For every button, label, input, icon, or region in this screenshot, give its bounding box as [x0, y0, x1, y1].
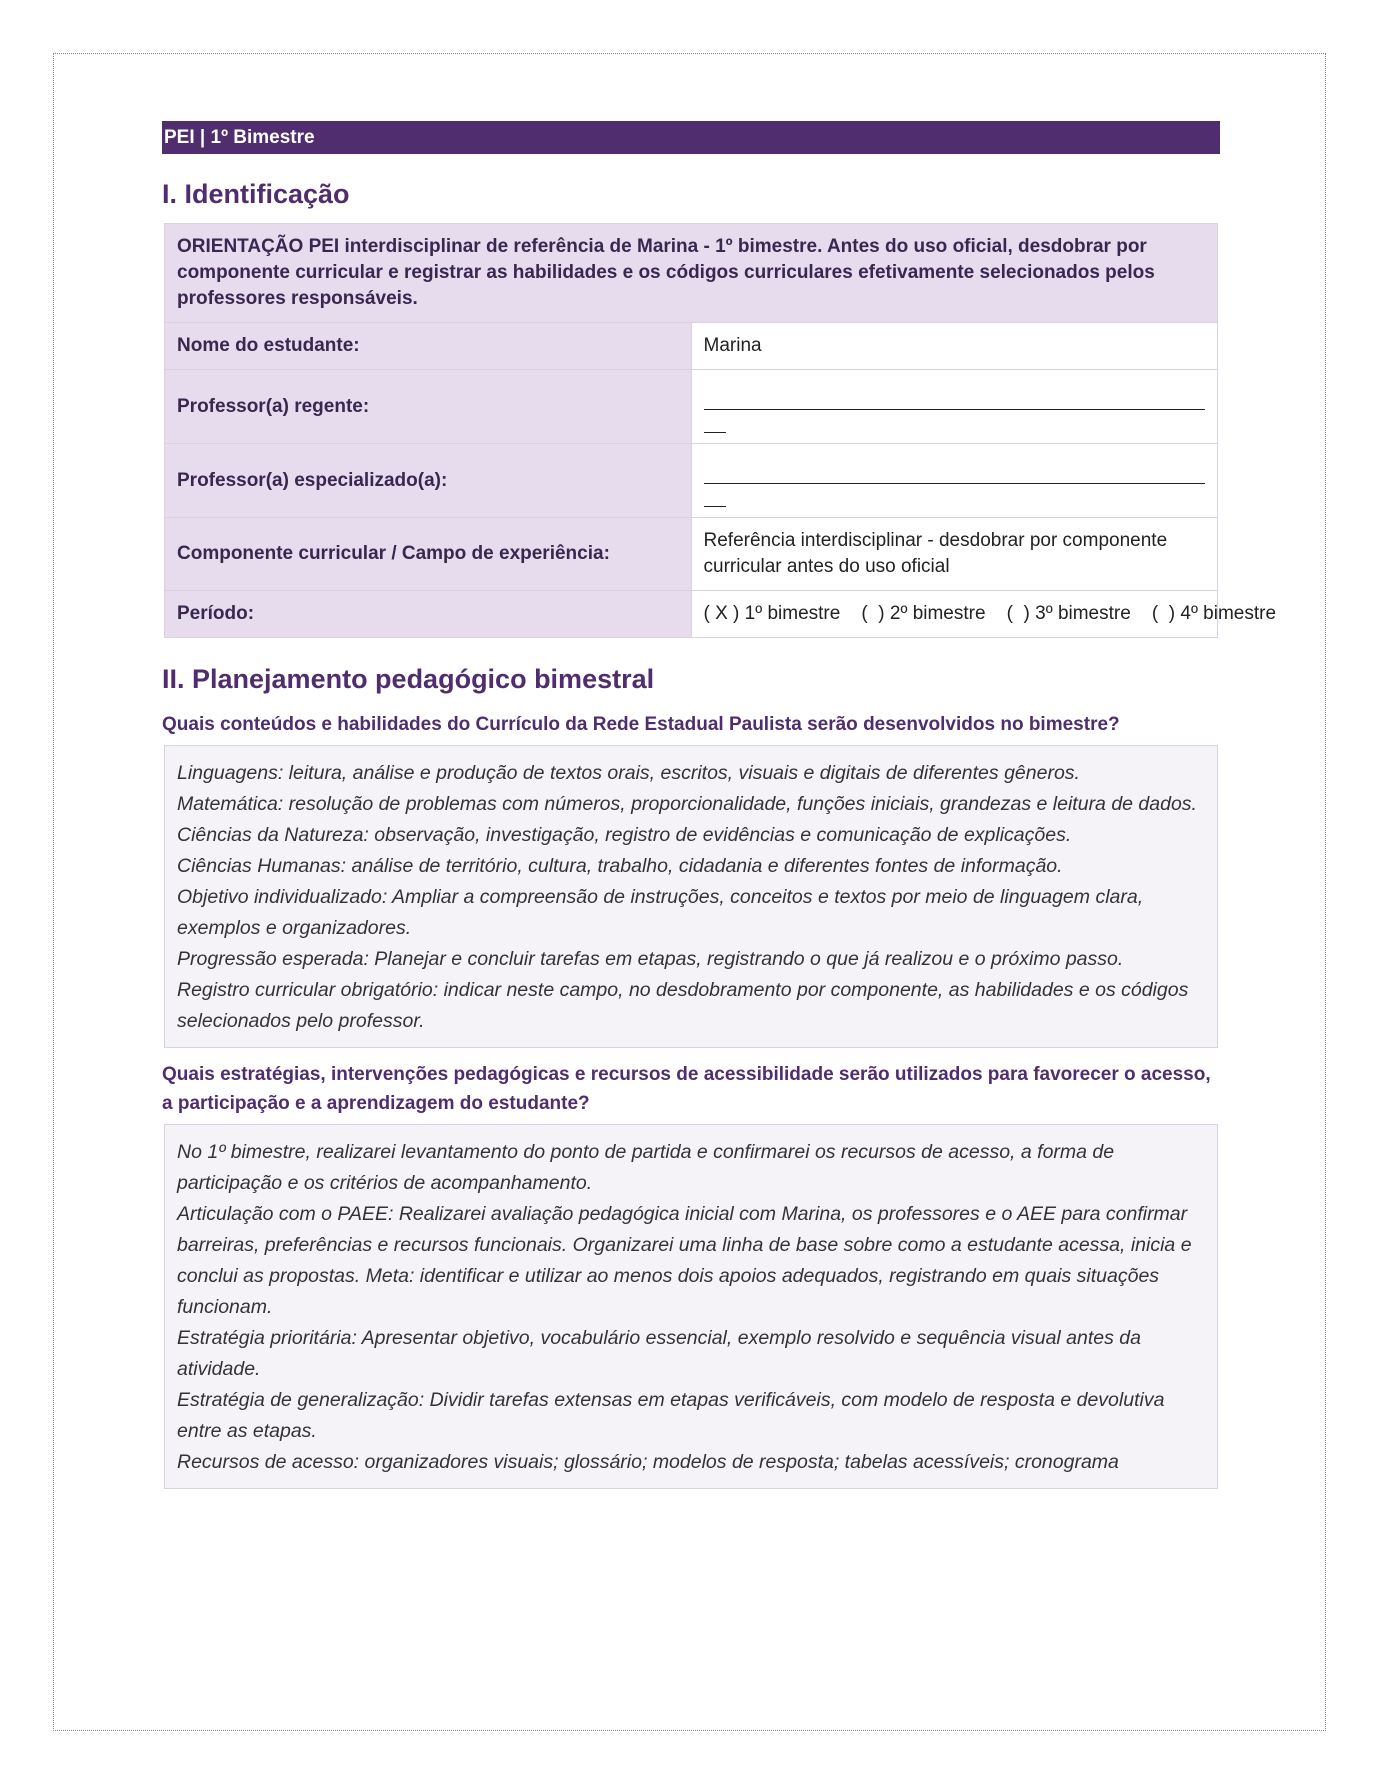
blank-line	[704, 455, 1206, 484]
orientation-note: ORIENTAÇÃO PEI interdisciplinar de referência de Marina - 1º bimestre. Antes do uso oficial, desdobrar por componente curricular e registrar as habilidades e os códigos curriculares efetivamente selecionados pelos professores responsáveis.	[165, 224, 1218, 323]
table-row	[165, 444, 1218, 518]
document-page	[53, 53, 1326, 1731]
answer-line: Linguagens: leitura, análise e produção de textos orais, escritos, visuais e digitais de diferentes gêneros.	[177, 762, 1080, 784]
blank-line	[704, 381, 1206, 410]
answer-line: Objetivo individualizado: Ampliar a compreensão de instruções, conceitos e textos por meio de linguagem clara, exemplos e organizadores.	[177, 886, 1144, 939]
table-row	[165, 591, 1218, 638]
section-heading-planejamento: II. Planejamento pedagógico bimestral	[162, 664, 655, 694]
field-label: Professor(a) especializado(a):	[165, 444, 692, 518]
question-contents: Quais conteúdos e habilidades do Currículo da Rede Estadual Paulista serão desenvolvidos no bimestre?	[162, 714, 1120, 735]
answer-line: Registro curricular obrigatório: indicar neste campo, no desdobramento por componente, as habilidades e os códigos selecionados pelo professor.	[177, 979, 1189, 1032]
answer-line: No 1º bimestre, realizarei levantamento do ponto de partida e confirmarei os recursos de acesso, a forma de participação e os critérios de acompanhamento.	[177, 1141, 1115, 1194]
period-value	[691, 591, 1277, 638]
blank-line	[704, 486, 726, 507]
student-name-value: Marina	[691, 323, 1218, 370]
identification-table	[164, 223, 1277, 638]
answer-line: Matemática: resolução de problemas com números, proporcionalidade, funções iniciais, grandezas e leitura de dados.	[177, 793, 1197, 815]
field-label: Nome do estudante:	[165, 323, 692, 370]
section-heading-identificacao: I. Identificação	[162, 179, 350, 209]
question-strategies: Quais estratégias, intervenções pedagógicas e recursos de acessibilidade serão utilizados para favorecer o acesso, a participação e a aprendizagem do estudante?	[162, 1064, 1211, 1114]
table-row	[165, 370, 1218, 444]
answer-contents	[164, 745, 1218, 1048]
table-row	[165, 224, 1218, 323]
answer-line: Ciências Humanas: análise de território, cultura, trabalho, cidadania e diferentes fontes de informação.	[177, 855, 1063, 877]
answer-line: Articulação com o PAEE: Realizarei avaliação pedagógica inicial com Marina, os professores e o AEE para confirmar barreiras, preferências e recursos funcionais. Organizarei uma linha de base sobre como a estudante acessa, inicia e conclui as propostas. Meta: identificar e utilizar ao menos dois apoios adequados, registrando em quais situações funcionam.	[177, 1203, 1192, 1318]
teacher-specialized-blank	[691, 444, 1218, 518]
field-label: Componente curricular / Campo de experiência:	[165, 518, 692, 591]
curricular-component-value: Referência interdisciplinar - desdobrar por componente curricular antes do uso oficial	[691, 518, 1218, 591]
teacher-regent-blank	[691, 370, 1218, 444]
period-options: ( X ) 1º bimestre ( ) 2º bimestre ( ) 3º bimestre ( ) 4º bimestre	[703, 603, 1277, 624]
field-label: Professor(a) regente:	[165, 370, 692, 444]
answer-line: Recursos de acesso: organizadores visuais; glossário; modelos de resposta; tabelas acessíveis; cronograma	[177, 1451, 1119, 1473]
field-label: Período:	[165, 591, 692, 638]
table-row	[165, 518, 1218, 591]
document-content	[162, 121, 1277, 1489]
header-band: PEI | 1º Bimestre	[162, 121, 1220, 154]
table-row	[165, 323, 1218, 370]
blank-line	[704, 412, 726, 433]
answer-line: Ciências da Natureza: observação, investigação, registro de evidências e comunicação de explicações.	[177, 824, 1072, 846]
answer-line: Estratégia prioritária: Apresentar objetivo, vocabulário essencial, exemplo resolvido e sequência visual antes da atividade.	[177, 1327, 1141, 1380]
answer-strategies	[164, 1124, 1218, 1489]
answer-line: Estratégia de generalização: Dividir tarefas extensas em etapas verificáveis, com modelo de resposta e devolutiva entre as etapas.	[177, 1389, 1165, 1442]
answer-line: Progressão esperada: Planejar e concluir tarefas em etapas, registrando o que já realizou e o próximo passo.	[177, 948, 1124, 970]
